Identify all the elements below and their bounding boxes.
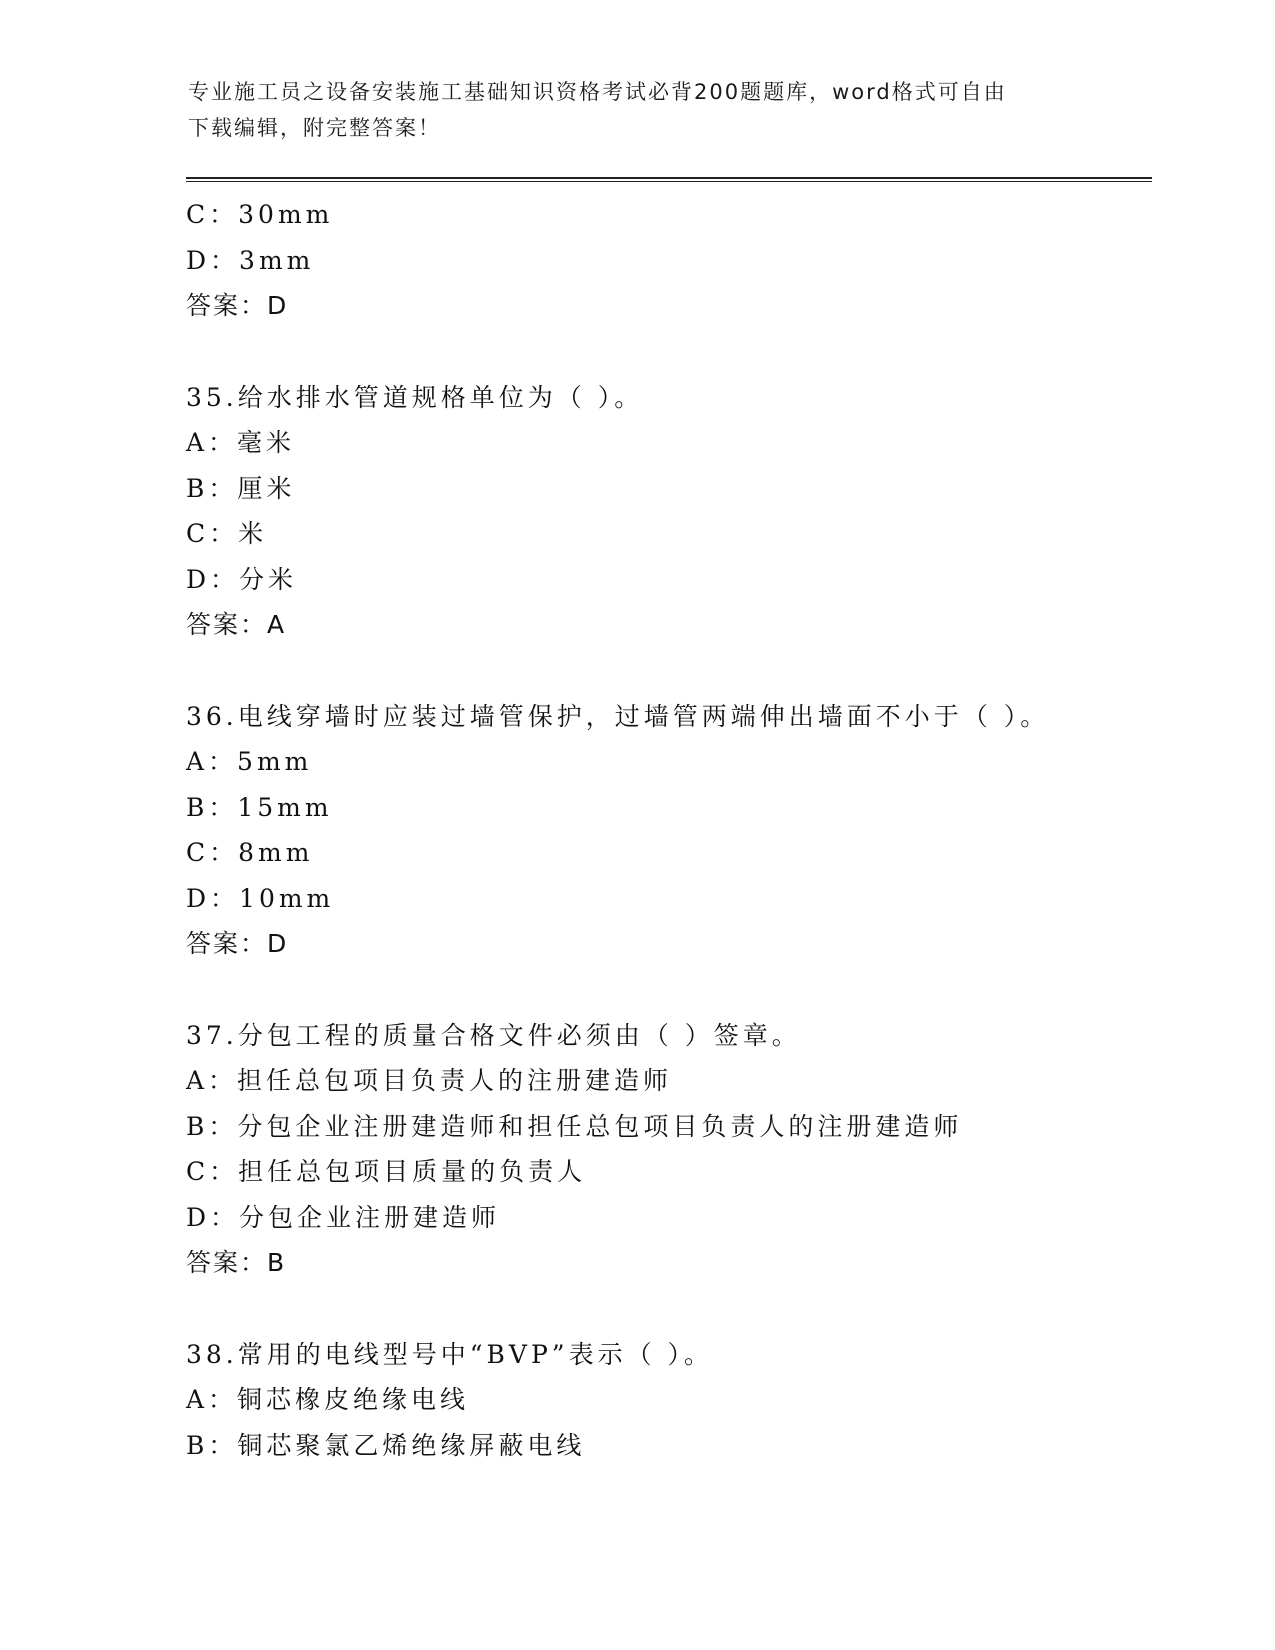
question-stem: 35.给水排水管道规格单位为（ ）。 [186, 382, 644, 412]
option-d: D：分包企业注册建造师 [186, 1202, 501, 1232]
document-header [188, 74, 1088, 146]
header-line-1: 专业施工员之设备安装施工基础知识资格考试必背200题题库，word格式可自由 [188, 80, 1007, 104]
header-divider [186, 177, 1152, 182]
option-d: D：分米 [186, 564, 298, 594]
question-gap [186, 1286, 1166, 1332]
option-a: A：铜芯橡皮绝缘电线 [186, 1385, 470, 1414]
answer: 答案：A [186, 610, 287, 639]
question-list [186, 192, 1166, 1468]
option-d: D：10mm [186, 883, 335, 913]
option-b: B：分包企业注册建造师和担任总包项目负责人的注册建造师 [186, 1111, 963, 1141]
option-b: B：15mm [186, 792, 333, 822]
question-gap [186, 648, 1166, 694]
option-c: C：担任总包项目质量的负责人 [186, 1157, 587, 1186]
question-stem: 36.电线穿墙时应装过墙管保护，过墙管两端伸出墙面不小于（ ）。 [186, 701, 1050, 731]
option-c: C：米 [186, 519, 268, 548]
option-a: A：担任总包项目负责人的注册建造师 [186, 1066, 673, 1095]
answer: 答案：D [186, 929, 289, 958]
question-gap [186, 967, 1166, 1013]
option-a: A：5mm [186, 747, 313, 776]
question-gap [186, 329, 1166, 375]
question-stem: 38.常用的电线型号中“BVP”表示（ ）。 [186, 1339, 714, 1369]
answer: 答案：D [186, 291, 289, 320]
option-d: D：3mm [186, 245, 315, 275]
option-b: B：铜芯聚氯乙烯绝缘屏蔽电线 [186, 1430, 586, 1460]
option-a: A：毫米 [186, 428, 296, 457]
option-b: B：厘米 [186, 473, 296, 503]
option-c: C：30mm [186, 200, 334, 229]
answer: 答案：B [186, 1248, 287, 1277]
question-stem: 37.分包工程的质量合格文件必须由（ ）签章。 [186, 1020, 801, 1050]
header-line-2: 下载编辑，附完整答案！ [188, 116, 441, 140]
option-c: C：8mm [186, 838, 314, 867]
